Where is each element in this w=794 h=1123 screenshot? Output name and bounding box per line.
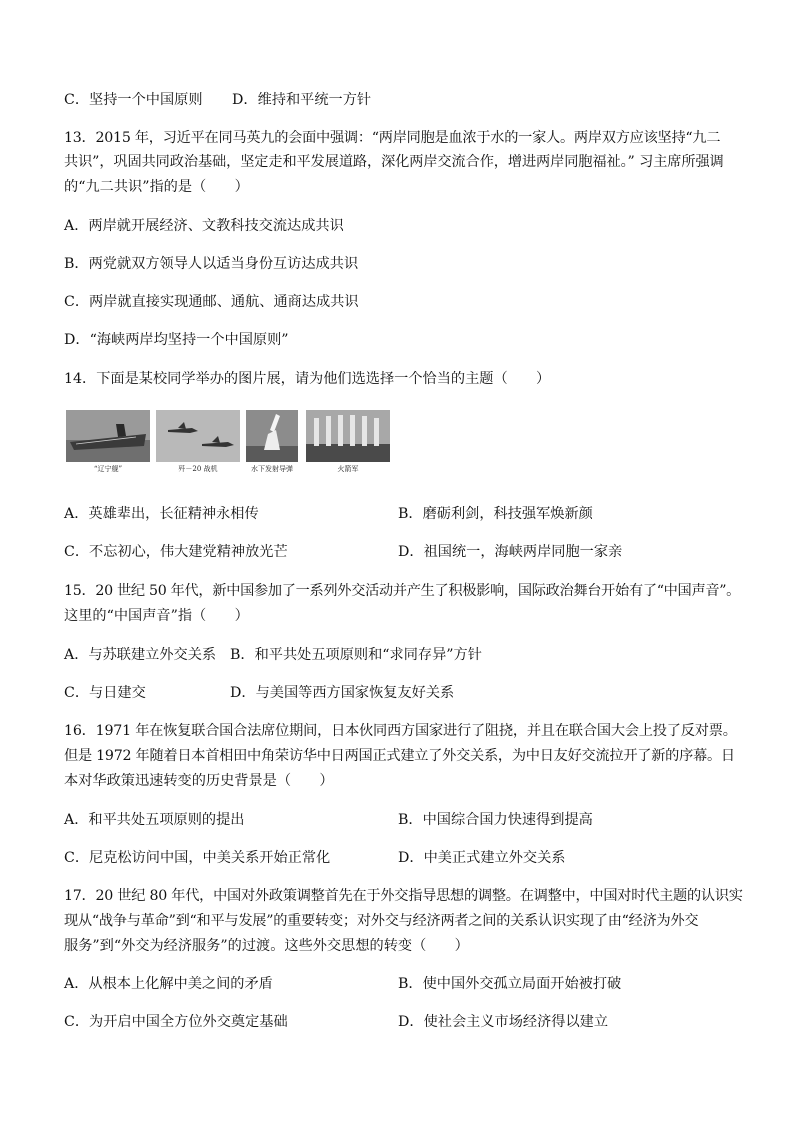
caption-fighter: 歼－20 战机 (178, 465, 218, 473)
q16-option-d: D．中美正式建立外交关系 (398, 850, 566, 866)
q14-option-a: A．英雄辈出，长征精神永相传 (64, 506, 259, 522)
q13-option-a: A．两岸就开展经济、文教科技交流达成共识 (64, 218, 344, 234)
q12-option-d: D．维持和平统一方针 (232, 92, 372, 108)
caption-missile: 水下发射导弹 (251, 465, 293, 473)
caption-rocket-force: 火箭军 (337, 465, 359, 473)
q14-option-b: B．磨砺利剑，科技强军焕新颜 (398, 506, 593, 522)
q12-option-c: C．坚持一个中国原则 (64, 92, 203, 108)
caption-carrier: “辽宁舰” (93, 465, 123, 473)
q15-option-b: B．和平共处五项原则和“求同存异”方针 (230, 647, 482, 663)
missile-launch-photo (246, 410, 298, 462)
q14-option-c: C．不忘初心，伟大建党精神放光芒 (64, 544, 288, 560)
q15-option-c: C．与日建交 (64, 685, 146, 701)
q16-stem-line-2: 但是 1972 年随着日本首相田中角荣访华中日两国正式建立了外交关系，为中日友好交流拉开了新的序幕。日 (64, 748, 735, 764)
q16-stem-line-3: 本对华政策迅速转变的历史背景是（ ） (64, 773, 334, 789)
q14-option-d: D．祖国统一，海峡两岸同胞一家亲 (398, 544, 623, 560)
q15-option-d: D．与美国等西方国家恢复友好关系 (230, 685, 455, 701)
q17-option-d: D．使社会主义市场经济得以建立 (398, 1014, 609, 1030)
q16-option-a: A．和平共处五项原则的提出 (64, 812, 245, 828)
q15-stem-line-1: 15．20 世纪 50 年代，新中国参加了一系列外交活动并产生了积极影响，国际政治舞台开始有了“中国声音”。 (64, 583, 741, 599)
q13-stem-line-2: 共识”，巩固共同政治基础，坚定走和平发展道路，深化两岸交流合作，增进两岸同胞福祉。” 习主席所强调 (64, 154, 724, 170)
fighter-jets-photo (156, 410, 240, 462)
q17-option-b: B．使中国外交孤立局面开始被打破 (398, 976, 622, 992)
q17-option-c: C．为开启中国全方位外交奠定基础 (64, 1014, 288, 1030)
q17-stem-line-1: 17．20 世纪 80 年代，中国对外政策调整首先在于外交指导思想的调整。在调整中，中国对时代主题的认识实 (64, 888, 743, 904)
q14-stem: 14．下面是某校同学举办的图片展，请为他们选选择一个恰当的主题（ ） (64, 371, 551, 387)
q16-stem-line-1: 16．1971 年在恢复联合国合法席位期间，日本伙同西方国家进行了阻挠，并且在联合国大会上投了反对票。 (64, 723, 737, 739)
q17-stem-line-3: 服务”到“外交为经济服务”的过渡。这些外交思想的转变（ ） (64, 938, 469, 954)
q17-stem-line-2: 现从“战争与革命”到“和平与发展”的重要转变；对外交与经济两者之间的关系认识实现了由“经济为外交 (64, 913, 699, 929)
q13-option-b: B．两党就双方领导人以适当身份互访达成共识 (64, 256, 359, 272)
q13-stem-line-3: 的“九二共识”指的是（ ） (64, 179, 249, 195)
q17-option-a: A．从根本上化解中美之间的矛盾 (64, 976, 273, 992)
q13-stem-line-1: 13．2015 年，习近平在同马英九的会面中强调：“两岸同胞是血浓于水的一家人。两岸双方应该坚持“九二 (64, 130, 721, 146)
aircraft-carrier-photo (66, 410, 150, 462)
rocket-force-photo (306, 410, 390, 462)
q15-stem-line-2: 这里的“中国声音”指（ ） (64, 608, 249, 624)
q13-option-d: D．“海峡两岸均坚持一个中国原则” (64, 332, 289, 348)
q15-option-a: A．与苏联建立外交关系 (64, 647, 217, 663)
q16-option-b: B．中国综合国力快速得到提高 (398, 812, 593, 828)
q13-option-c: C．两岸就直接实现通邮、通航、通商达成共识 (64, 294, 359, 310)
q16-option-c: C．尼克松访问中国，中美关系开始正常化 (64, 850, 331, 866)
